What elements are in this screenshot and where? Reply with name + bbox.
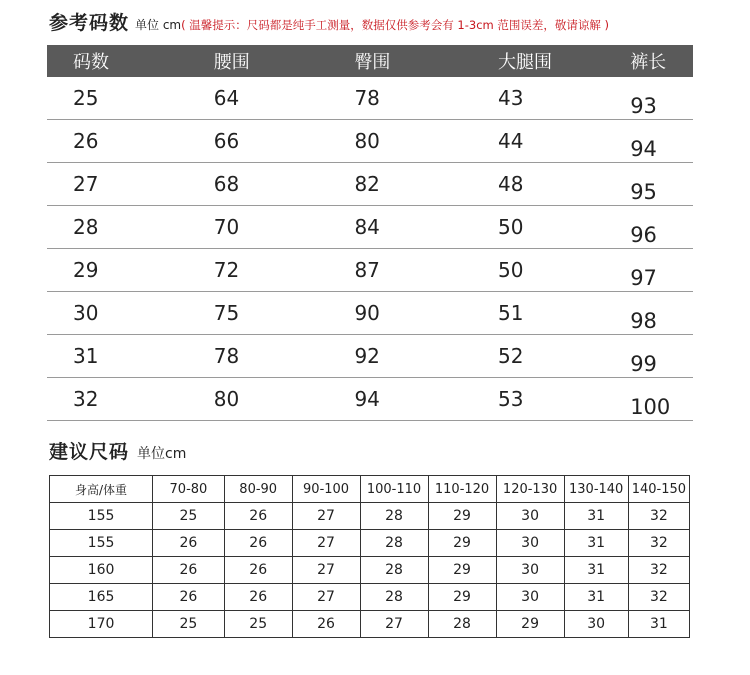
table-cell: 26 <box>224 503 292 530</box>
table-cell: 78 <box>214 335 355 378</box>
table-cell: 25 <box>153 611 225 638</box>
table-cell: 98 <box>630 292 693 335</box>
table-cell: 44 <box>498 120 630 163</box>
table-cell: 27 <box>292 584 360 611</box>
table-cell: 52 <box>498 335 630 378</box>
table-cell: 30 <box>496 530 564 557</box>
table-row <box>50 557 690 584</box>
table-cell: 29 <box>428 530 496 557</box>
table-cell: 31 <box>628 611 689 638</box>
table-cell: 26 <box>153 557 225 584</box>
table-cell: 31 <box>47 335 214 378</box>
table-cell: 29 <box>428 503 496 530</box>
table-cell: 26 <box>153 584 225 611</box>
table-cell: 84 <box>354 206 498 249</box>
table-cell: 26 <box>224 584 292 611</box>
header-cell: 70-80 <box>153 476 225 503</box>
table-cell: 31 <box>564 530 628 557</box>
table-cell: 29 <box>428 584 496 611</box>
header-cell: 110-120 <box>428 476 496 503</box>
table-cell: 165 <box>50 584 153 611</box>
table-cell: 31 <box>564 584 628 611</box>
table-cell: 170 <box>50 611 153 638</box>
table-cell: 27 <box>292 530 360 557</box>
table-cell: 96 <box>630 206 693 249</box>
table-cell: 87 <box>354 249 498 292</box>
table-cell: 43 <box>498 77 630 120</box>
table-cell: 29 <box>47 249 214 292</box>
table-cell: 155 <box>50 530 153 557</box>
table-cell: 27 <box>360 611 428 638</box>
table-cell: 30 <box>47 292 214 335</box>
table-cell: 25 <box>47 77 214 120</box>
header-cell: 100-110 <box>360 476 428 503</box>
size-chart-heading <box>49 8 609 38</box>
table-cell: 68 <box>214 163 355 206</box>
table-cell: 94 <box>630 120 693 163</box>
table-cell: 26 <box>224 557 292 584</box>
table-row <box>47 77 693 120</box>
table-cell: 80 <box>354 120 498 163</box>
recommend-unit: 单位cm <box>137 446 187 462</box>
header-cell: 130-140 <box>564 476 628 503</box>
table-cell: 78 <box>354 77 498 120</box>
table-cell: 26 <box>47 120 214 163</box>
recommend-header-row <box>50 476 690 503</box>
table-cell: 93 <box>630 77 693 120</box>
table-cell: 28 <box>360 584 428 611</box>
table-cell: 31 <box>564 503 628 530</box>
table-cell: 27 <box>292 557 360 584</box>
table-cell: 100 <box>630 378 693 421</box>
header-cell: 身高/体重 <box>50 476 153 503</box>
table-cell: 26 <box>292 611 360 638</box>
table-row <box>50 503 690 530</box>
table-cell: 82 <box>354 163 498 206</box>
table-cell: 99 <box>630 335 693 378</box>
measurement-note: ( 温馨提示：尺码都是纯手工测量，数据仅供参考会有 1-3cm 范围误差，敬请谅解 ) <box>181 18 610 32</box>
header-cell: 90-100 <box>292 476 360 503</box>
table-cell: 30 <box>496 584 564 611</box>
size-chart-unit: 单位 cm <box>135 18 182 32</box>
header-hip: 臀围 <box>354 45 498 77</box>
table-cell: 51 <box>498 292 630 335</box>
header-size: 码数 <box>47 45 214 77</box>
table-cell: 64 <box>214 77 355 120</box>
table-cell: 80 <box>214 378 355 421</box>
header-waist: 腰围 <box>214 45 355 77</box>
table-cell: 26 <box>153 530 225 557</box>
size-chart-table <box>47 45 693 421</box>
table-cell: 50 <box>498 206 630 249</box>
recommend-title: 建议尺码 <box>49 441 130 463</box>
table-row <box>47 378 693 421</box>
header-cell: 140-150 <box>628 476 689 503</box>
table-cell: 94 <box>354 378 498 421</box>
table-cell: 30 <box>496 503 564 530</box>
header-length: 裤长 <box>630 45 693 77</box>
table-cell: 48 <box>498 163 630 206</box>
table-row <box>47 335 693 378</box>
table-cell: 27 <box>47 163 214 206</box>
table-cell: 29 <box>428 557 496 584</box>
table-cell: 50 <box>498 249 630 292</box>
table-cell: 31 <box>564 557 628 584</box>
table-row <box>50 530 690 557</box>
table-cell: 72 <box>214 249 355 292</box>
table-cell: 30 <box>564 611 628 638</box>
table-cell: 28 <box>47 206 214 249</box>
table-cell: 28 <box>428 611 496 638</box>
table-row <box>47 249 693 292</box>
table-cell: 27 <box>292 503 360 530</box>
header-cell: 120-130 <box>496 476 564 503</box>
table-cell: 160 <box>50 557 153 584</box>
table-cell: 32 <box>628 530 689 557</box>
table-cell: 32 <box>628 503 689 530</box>
table-cell: 28 <box>360 557 428 584</box>
table-row <box>47 206 693 249</box>
table-cell: 92 <box>354 335 498 378</box>
recommend-table <box>49 475 690 638</box>
table-row <box>50 611 690 638</box>
table-cell: 66 <box>214 120 355 163</box>
table-row <box>50 584 690 611</box>
table-cell: 75 <box>214 292 355 335</box>
table-cell: 32 <box>628 584 689 611</box>
table-cell: 95 <box>630 163 693 206</box>
table-cell: 25 <box>153 503 225 530</box>
table-cell: 30 <box>496 557 564 584</box>
header-thigh: 大腿围 <box>498 45 630 77</box>
table-cell: 29 <box>496 611 564 638</box>
table-cell: 53 <box>498 378 630 421</box>
table-row <box>47 292 693 335</box>
table-cell: 32 <box>47 378 214 421</box>
table-cell: 97 <box>630 249 693 292</box>
table-row <box>47 163 693 206</box>
table-cell: 28 <box>360 530 428 557</box>
size-chart-title: 参考码数 <box>49 12 130 34</box>
table-cell: 25 <box>224 611 292 638</box>
table-cell: 90 <box>354 292 498 335</box>
recommend-heading <box>49 437 186 464</box>
table-cell: 32 <box>628 557 689 584</box>
table-row <box>47 120 693 163</box>
table-cell: 70 <box>214 206 355 249</box>
table-cell: 155 <box>50 503 153 530</box>
table-cell: 28 <box>360 503 428 530</box>
header-cell: 80-90 <box>224 476 292 503</box>
size-chart-header-row <box>47 45 693 77</box>
table-cell: 26 <box>224 530 292 557</box>
